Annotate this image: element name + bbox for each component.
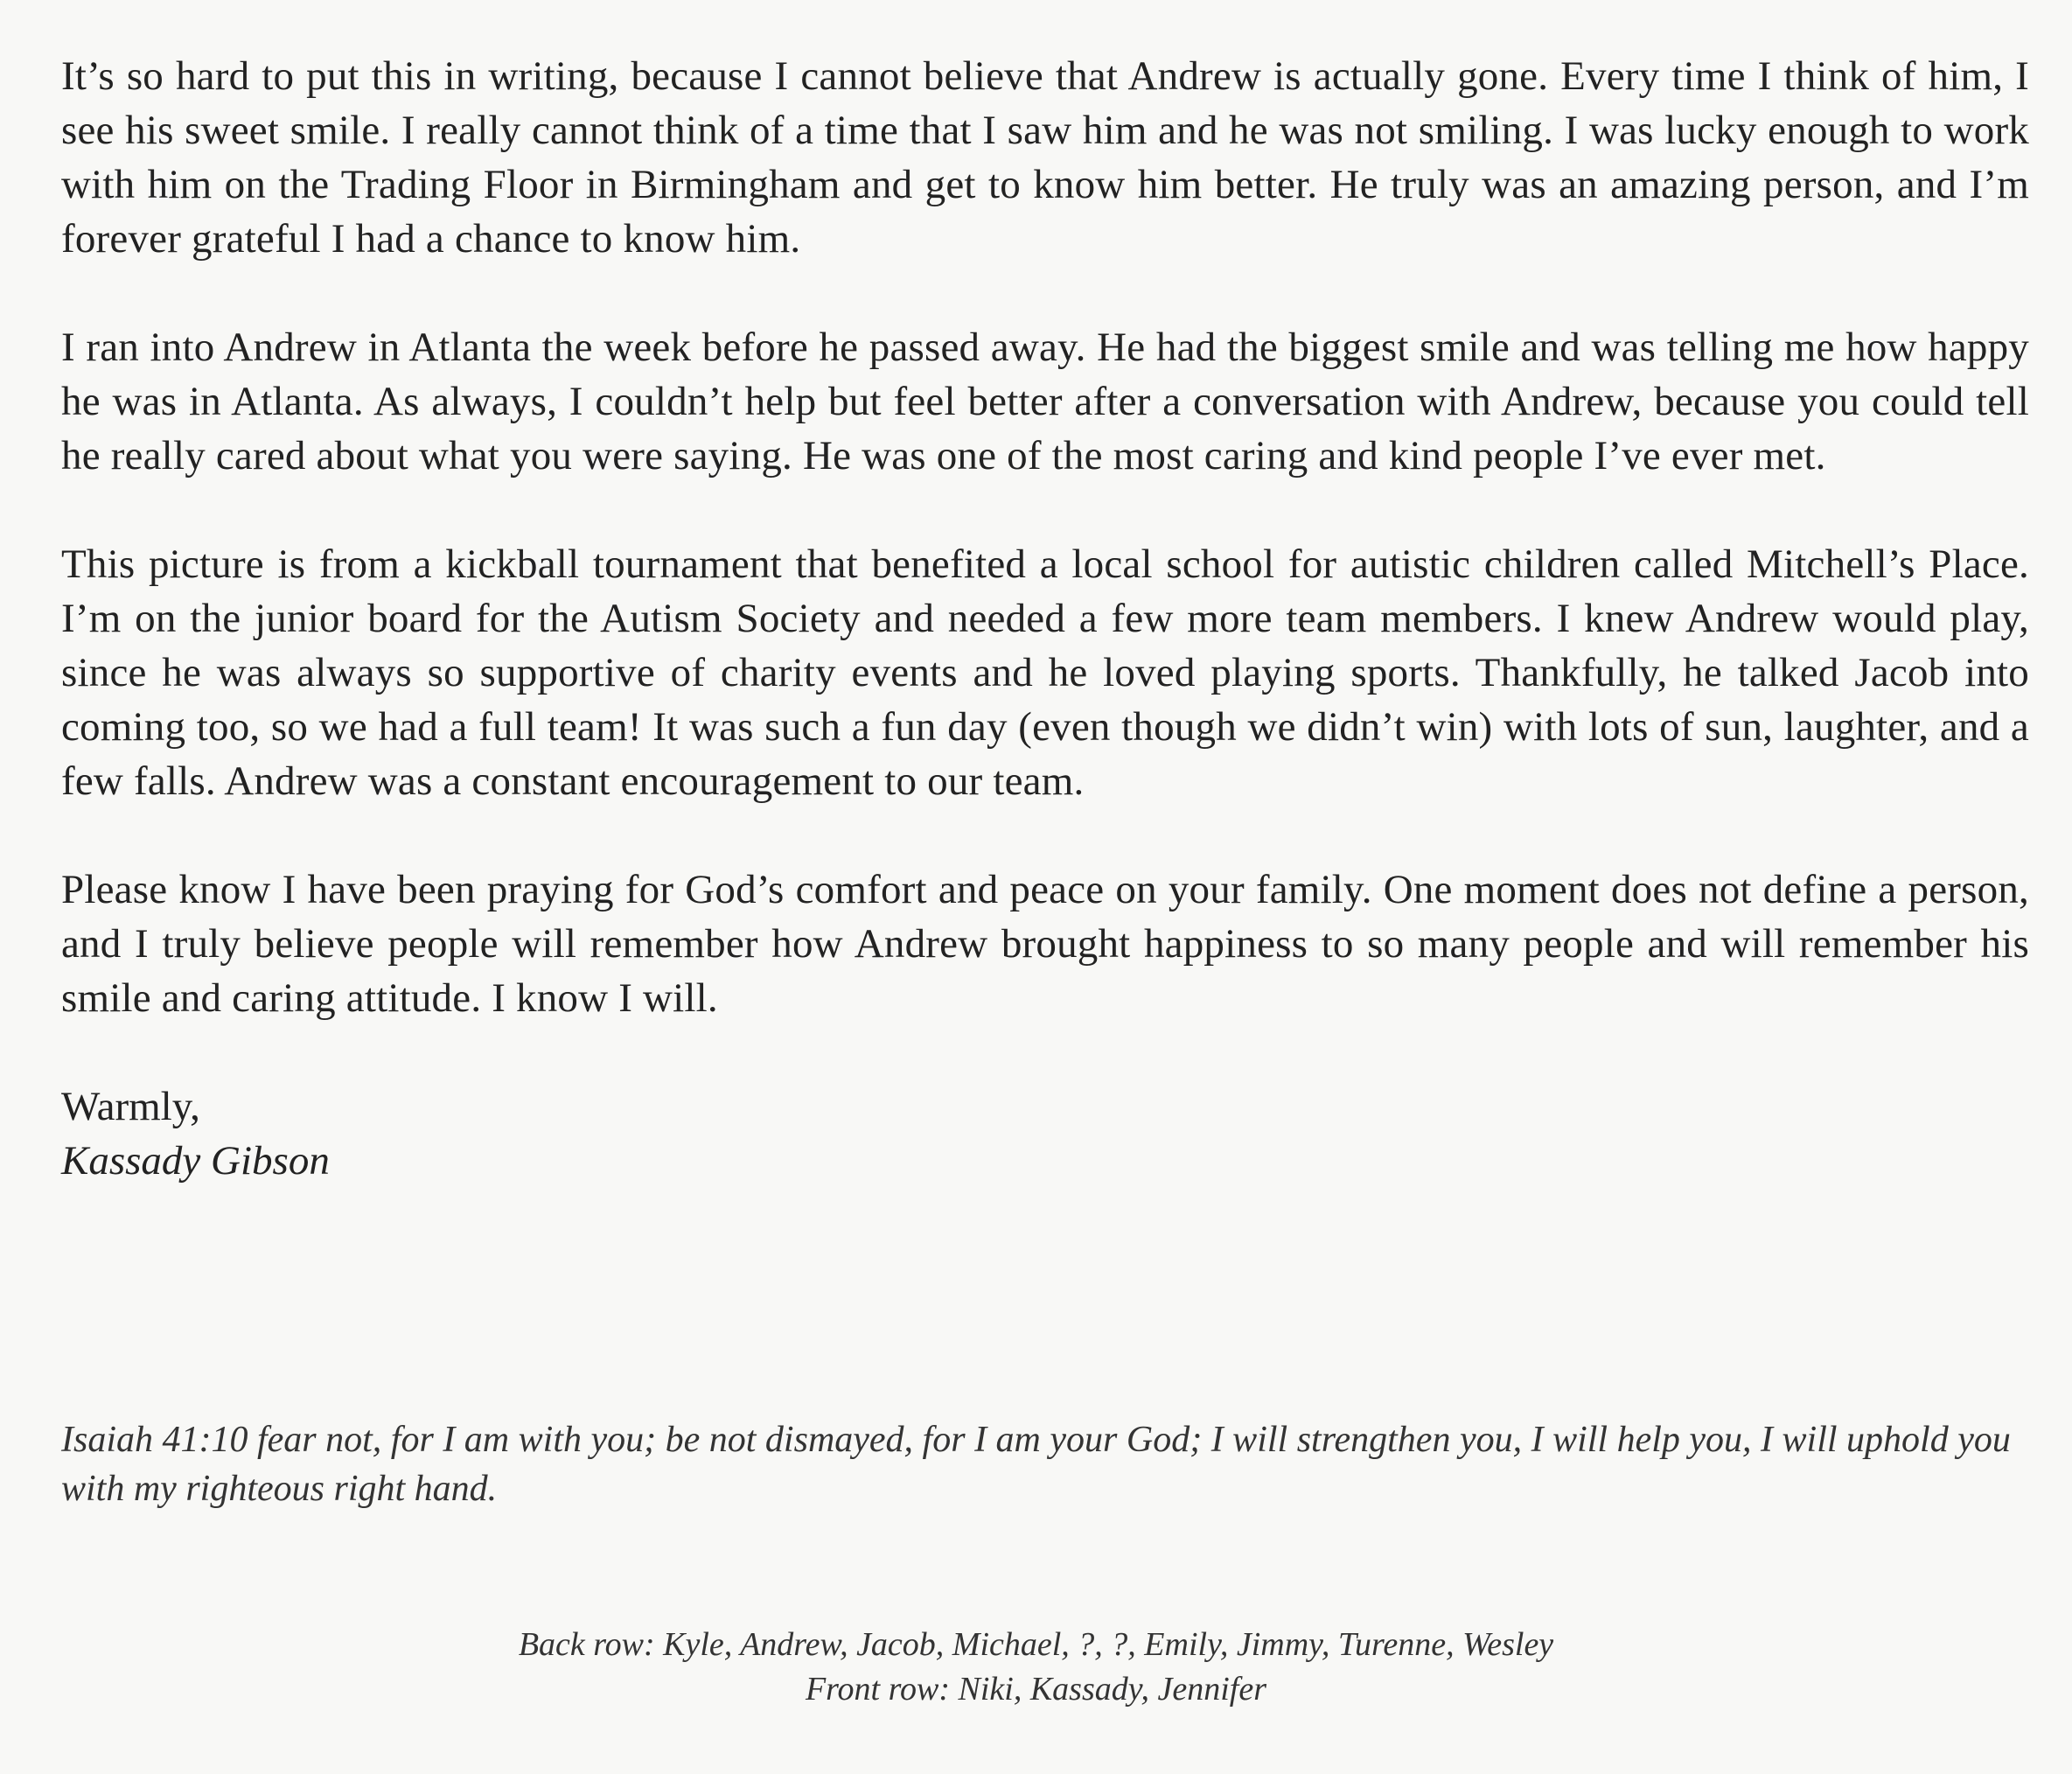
photo-caption-back-row: Back row: Kyle, Andrew, Jacob, Michael, ?, ?, Emily, Jimmy, Turenne, Wesley [518, 1626, 1554, 1663]
letter-paragraph-2: I ran into Andrew in Atlanta the week before he passed away. He had the biggest smile and was telling me how happy he was in Atlanta. As always, I couldn’t help but feel better after a conversation with Andrew, because you could tell he really cared about what you were saying. He was one of the most caring and kind people I’ve ever met. [61, 325, 2029, 478]
letter-paragraph-3: This picture is from a kickball tournament that benefited a local school for autistic children called Mitchell’s Place. I’m on the junior board for the Autism Society and needed a few more team members. I knew Andrew would play, since he was always so supportive of charity events and he loved playing sports. Thankfully, he talked Jacob into coming too, so we had a full team! It was such a fun day (even though we didn’t win) with lots of sun, laughter, and a few falls. Andrew was a constant encouragement to our team. [61, 541, 2029, 804]
letter-paragraph-1: It’s so hard to put this in writing, because I cannot believe that Andrew is actually gone. Every time I think of him, I see his sweet smile. I really cannot think of a time that I saw him and he was not smiling. I was lucky enough to work with him on the Trading Floor in Birmingham and get to know him better. He truly was an amazing person, and I’m forever grateful I had a chance to know him. [61, 53, 2029, 262]
letter-body [61, 49, 2029, 1188]
letter-closing: Warmly, [61, 1084, 200, 1129]
letter-signature: Kassady Gibson [61, 1138, 330, 1184]
photo-caption-front-row: Front row: Niki, Kassady, Jennifer [805, 1671, 1267, 1708]
scripture-verse: Isaiah 41:10 fear not, for I am with you; be not dismayed, for I am your God; I will strengthen you, I will help you, I will uphold you with my righteous right hand. [61, 1420, 2011, 1509]
letter-closing-block [61, 1079, 2029, 1188]
letter-paragraph-4: Please know I have been praying for God’s comfort and peace on your family. One moment does not define a person, and I truly believe people will remember how Andrew brought happiness to so many people and will remember his smile and caring attitude. I know I will. [61, 867, 2029, 1021]
